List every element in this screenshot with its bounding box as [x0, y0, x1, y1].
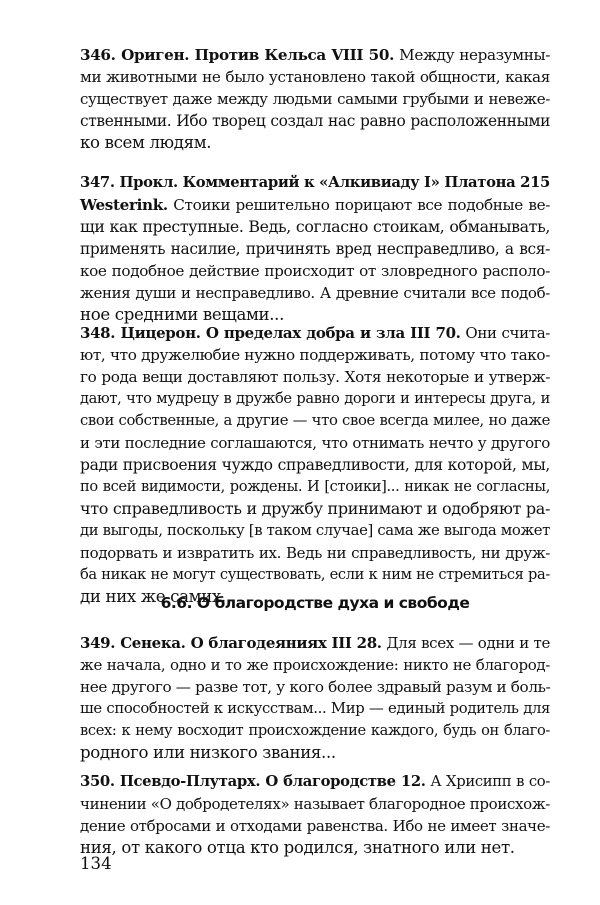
- text-line: и эти последние соглашаются, что отнимать нечто у другого: [80, 434, 550, 452]
- text-line: дение отбросами и отходами равенства. Ибо не имеет значе-: [80, 817, 550, 835]
- text-line: нее другого — разве тот, у кого более здравый разум и боль-: [80, 678, 551, 696]
- fragment-citation: 347. Прокл. Комментарий к «Алкивиаду I» Платона 215: [80, 174, 550, 191]
- text-line: ми животными не было установлено такой общности, какая: [80, 68, 550, 86]
- fragment-citation: 346. Ориген. Против Кельса VIII 50.: [80, 46, 395, 64]
- text-line: кое подобное действие происходит от зловредного располо-: [80, 262, 550, 280]
- text-line: ственными. Ибо творец создал нас равно расположенными: [80, 112, 550, 130]
- text-line: ное средними вещами...: [80, 305, 285, 324]
- text-line: подорвать и извратить их. Ведь ни справедливость, ни друж-: [80, 544, 550, 562]
- text-line: ше способностей к искусствам... Мир — единый родитель для: [80, 700, 550, 717]
- text-line: чинении «О добродетелях» называет благородное происхож-: [80, 795, 550, 813]
- fragment-citation: 349. Сенека. О благодеяниях III 28.: [80, 634, 382, 652]
- text-line: всех: к нему восходит происхождение каждого, будь он благо-: [80, 722, 550, 739]
- fragment-citation: 348. Цицерон. О пределах добра и зла III 70.: [80, 324, 461, 342]
- text-line: жения души и несправедливо. А древние считали все подоб-: [80, 284, 550, 302]
- text-line: ди выгоды, поскольку [в таком случае] сама же выгода может: [80, 522, 550, 539]
- text-line: 348. Цицерон. О пределах добра и зла III 70. Они счита-: [80, 324, 551, 342]
- section-heading: 6.6. О благородстве духа и свободе: [160, 594, 470, 612]
- text-line: родного или низкого звания...: [80, 743, 336, 762]
- text-line: 346. Ориген. Против Кельса VIII 50. Между неразумны-: [80, 46, 550, 64]
- text-line: Westerink. Стоики решительно порицают все подобные ве-: [80, 196, 550, 214]
- text-line: по всей видимости, рождены. И [стоики]... никак не согласны,: [80, 478, 550, 495]
- text-line: что справедливость и дружбу принимают и одобряют ра-: [80, 499, 550, 518]
- text-line: щи как преступные. Ведь, согласно стоикам, обманывать,: [80, 217, 550, 236]
- fragment-citation: Westerink.: [80, 196, 168, 214]
- text-line: ди них же самих.: [80, 587, 226, 606]
- text-line: ко всем людям.: [80, 133, 212, 152]
- text-line: го рода вещи доставляют пользу. Хотя некоторые и утверж-: [80, 368, 550, 386]
- text-line: ба никак не могут существовать, если к ним не стремиться ра-: [80, 566, 550, 583]
- text-line: же начала, одно и то же происхождение: никто не благород-: [80, 656, 550, 674]
- text-line: применять насилие, причинять вред несправедливо, а вся-: [80, 240, 550, 258]
- text-line: существует даже между людьми самыми грубыми и невеже-: [80, 90, 550, 108]
- text-line: ния, от какого отца кто родился, знатного или нет.: [80, 838, 515, 857]
- fragment-citation: 350. Псевдо-Плутарх. О благородстве 12.: [80, 773, 426, 790]
- text-line: 350. Псевдо-Плутарх. О благородстве 12. А Хрисипп в со-: [80, 773, 550, 790]
- text-line: дают, что мудрецу в дружбе равно дороги и интересы друга, и: [80, 390, 550, 407]
- page-number: 134: [80, 854, 112, 873]
- text-line: 349. Сенека. О благодеяниях III 28. Для всех — одни и те: [80, 634, 551, 652]
- text-line: свои собственные, а другие — что свое всегда милее, но даже: [80, 412, 550, 429]
- text-line: ют, что дружелюбие нужно поддерживать, потому что тако-: [80, 346, 550, 364]
- text-line: ради присвоения чуждо справедливости, для которой, мы,: [80, 456, 550, 474]
